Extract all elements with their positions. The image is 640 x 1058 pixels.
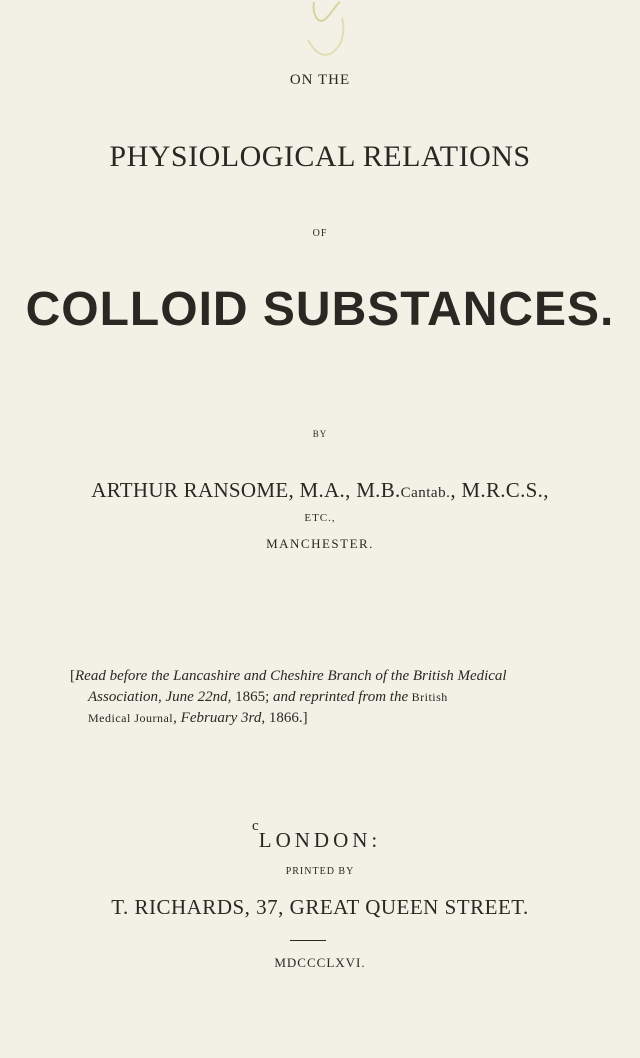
note-line-3-d: 1866.] — [265, 710, 308, 726]
note-open-bracket: [ — [70, 668, 75, 684]
printed-by-line: PRINTED BY — [285, 866, 355, 877]
printer-line: T. RICHARDS, 37, GREAT QUEEN STREET. — [111, 895, 529, 919]
note-line-3-a: Medical Journal — [88, 711, 174, 725]
by-connector: BY — [312, 429, 328, 439]
note-line-2-c: and reprinted from the — [273, 689, 409, 705]
note-line-2-a: Association, June 22nd, — [88, 689, 232, 705]
note-line-2-b: 1865; — [231, 689, 273, 705]
note-line-2-d: British — [408, 690, 448, 704]
title-line-2: COLLOID SUBSTANCES. — [25, 283, 615, 336]
etc-line: ETC., — [304, 512, 336, 524]
author-cantab: Cantab. — [400, 485, 451, 501]
note-line-3 — [88, 708, 640, 729]
author-credentials: , M.R.C.S., — [450, 478, 549, 502]
author-line — [0, 478, 640, 503]
note-line-1 — [70, 666, 630, 687]
title-line-1: PHYSIOLOGICAL RELATIONS — [109, 140, 531, 173]
c-mark: c — [252, 818, 259, 834]
year-line: MDCCCLXVI. — [274, 955, 366, 970]
city-line: MANCHESTER. — [266, 536, 374, 551]
on-the-heading: ON THE — [289, 72, 351, 88]
divider-rule — [290, 940, 326, 941]
note-line-2 — [88, 687, 640, 708]
note-line-3-c: February 3rd, — [180, 710, 266, 726]
author-name: ARTHUR RANSOME, M.A., M.B. — [91, 478, 401, 502]
note-line-3-b: , — [173, 710, 181, 726]
note-line-1-text: Read before the Lancashire and Cheshire Branch of the British Medical — [75, 668, 507, 684]
of-connector: OF — [312, 228, 328, 239]
library-stamp-mark — [306, 0, 346, 60]
london-heading: LONDON: — [258, 828, 382, 852]
